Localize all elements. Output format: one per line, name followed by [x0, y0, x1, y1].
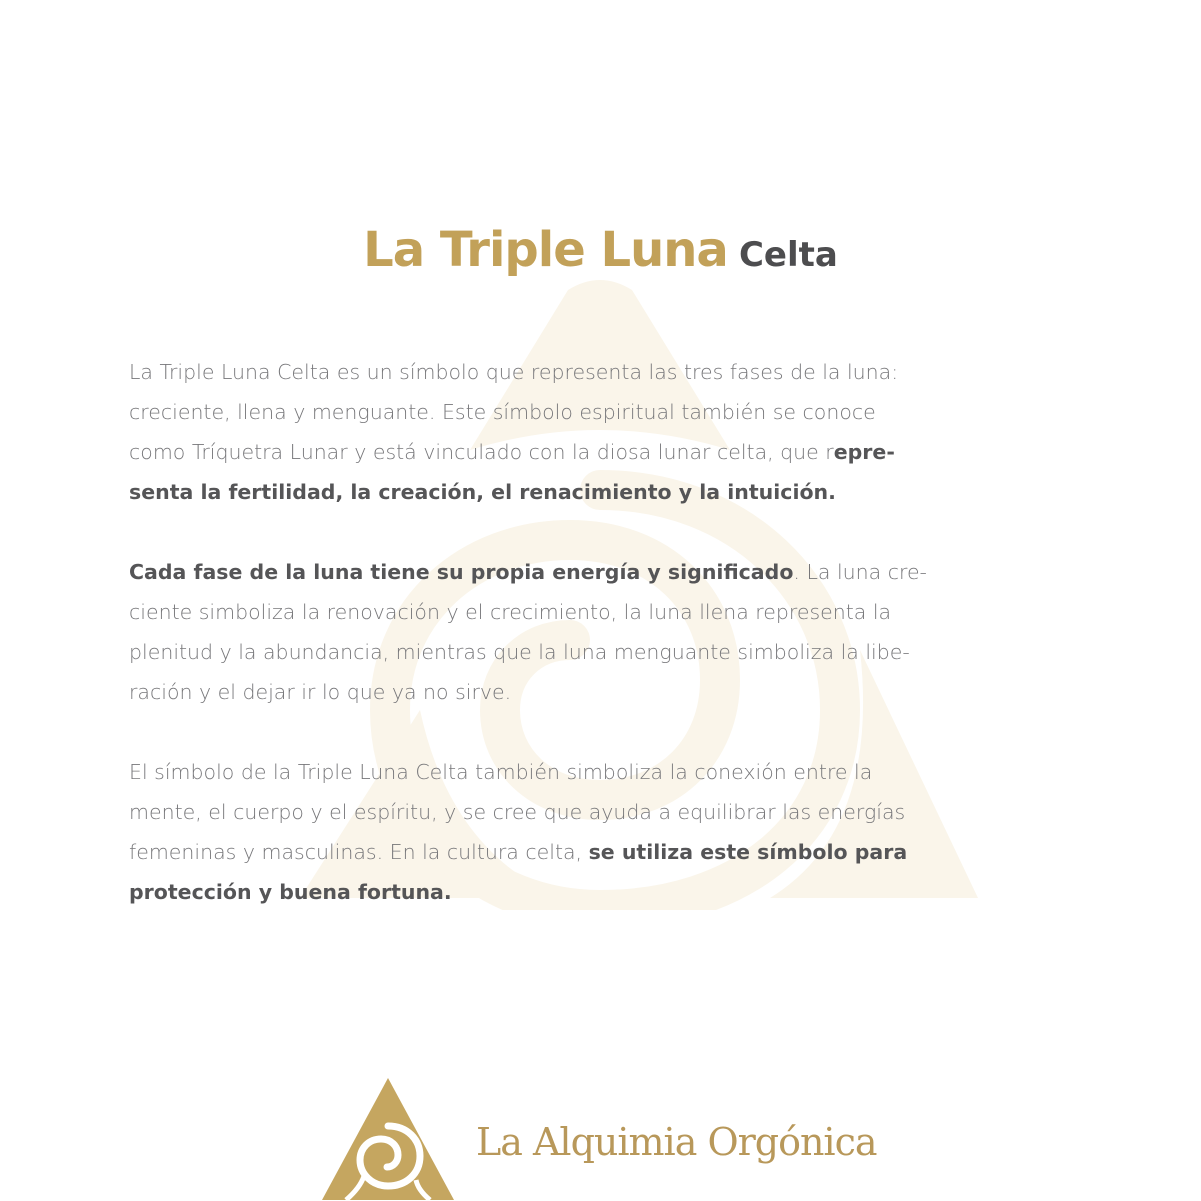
footer-brand — [320, 1076, 880, 1201]
text-run: como Tríquetra Lunar y está vinculado con la diosa lunar celta, que r — [129, 440, 834, 464]
paragraph-3 — [129, 752, 1074, 912]
bold-run: senta la fertilidad, la creación, el renacimiento y la intuición. — [129, 480, 836, 504]
text-run: La Triple Luna Celta es un símbolo que representa las tres fases de la luna: — [129, 360, 899, 384]
text-run: creciente, llena y menguante. Este símbolo espiritual también se conoce — [129, 400, 876, 424]
text-run: mente, el cuerpo y el espíritu, y se cree que ayuda a equilibrar las energías — [129, 800, 906, 824]
text-run: plenitud y la abundancia, mientras que la luna menguante simboliza la libe- — [129, 640, 910, 664]
paragraph-1 — [129, 352, 1074, 512]
bold-run: Cada fase de la luna tiene su propia energía y significado — [129, 560, 794, 584]
text-run: El símbolo de la Triple Luna Celta también simboliza la conexión entre la — [129, 760, 873, 784]
bold-run: epre- — [833, 440, 895, 464]
page-title — [0, 210, 1201, 295]
title-sub: Celta — [738, 235, 838, 275]
text-run: femeninas y masculinas. En la cultura celta, — [129, 840, 589, 864]
bold-run: protección y buena fortuna. — [129, 880, 452, 904]
brand-name: La Alquimia Orgónica — [476, 1120, 877, 1164]
paragraph-2 — [129, 552, 1074, 712]
title-main: La Triple Luna — [363, 222, 728, 278]
bold-run: se utiliza este símbolo para — [588, 840, 908, 864]
text-run: ración y el dejar ir lo que ya no sirve. — [129, 680, 512, 704]
triangle-spiral-logo-icon — [320, 1076, 456, 1201]
text-run: . La luna cre- — [793, 560, 927, 584]
body-text — [129, 352, 1074, 952]
text-run: ciente simboliza la renovación y el crecimiento, la luna llena representa la — [129, 600, 892, 624]
